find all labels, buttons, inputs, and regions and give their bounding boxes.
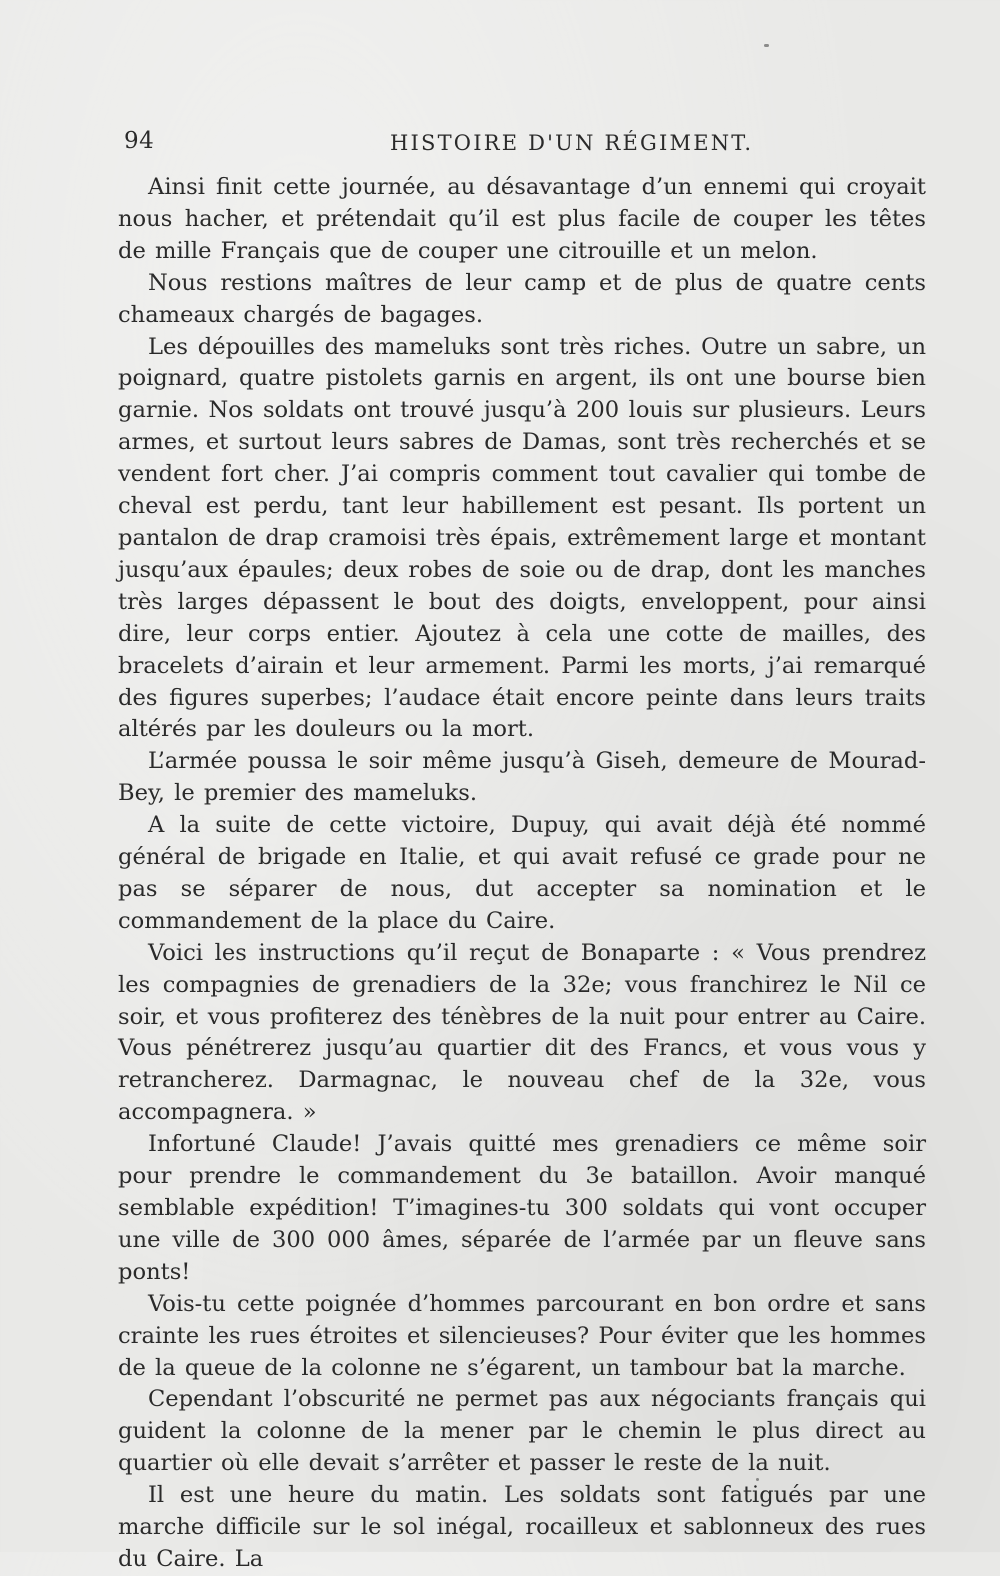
ink-speck <box>756 1478 759 1481</box>
paragraph: Nous restions maîtres de leur camp et de plus de quatre cents chameaux chargés de bagages. <box>118 269 926 328</box>
paragraph: Voici les instructions qu’il reçut de Bonaparte : « Vous prendrez les compagnies de grenadiers de la 32e; vous franchirez le Nil ce soir, et vous profiterez des ténèbres de la nuit pour entrer au Caire. Vous pénétrerez jusqu’au quartier dit des Francs, et vous vous y retrancherez. Darmagnac, le nouveau chef de la 32e, vous accompagnera. » <box>118 939 926 1126</box>
paragraph: Ainsi finit cette journée, au désavantage d’un ennemi qui croyait nous hacher, et prétendait qu’il est plus facile de couper les têtes de mille Français que de couper une citrouille et un melon. <box>118 174 926 264</box>
ink-speck <box>764 44 769 47</box>
page-header <box>118 128 928 168</box>
paragraph: Vois-tu cette poignée d’hommes parcourant en bon ordre et sans crainte les rues étroites et silencieuses? Pour éviter que les hommes de la queue de la colonne ne s’égarent, un tambour bat la marche. <box>118 1290 926 1381</box>
paragraph: Il est une heure du matin. Les soldats sont fatigués par une marche difficile sur le sol inégal, rocailleux et sablonneux des rues du Caire. La <box>118 1482 926 1572</box>
paragraph: Cependant l’obscurité ne permet pas aux négociants français qui guident la colonne de la mener par le chemin le plus direct au quartier où elle devait s’arrêter et passer le reste de la nuit. <box>118 1386 926 1477</box>
paragraph: Les dépouilles des mameluks sont très riches. Outre un sabre, un poignard, quatre pistolets garnis en argent, ils ont une bourse bien garnie. Nos soldats ont trouvé jusqu’à 200 louis sur plusieurs. Leurs armes, et surtout leurs sabres de Damas, sont très recherchés et se vendent fort cher. J’ai compris comment tout cavalier qui tombe de cheval est perdu, tant leur habillement est pesant. Ils portent un pantalon de drap cramoisi très épais, extrêmement large et montant jusqu’aux épaules; deux robes de soie ou de drap, dont les manches très larges dépassent le bout des doigts, enveloppent, pour ainsi dire, leur corps entier. Ajoutez à cela une cotte de mailles, des bracelets d’airain et leur armement. Parmi les morts, j’ai remarqué des figures superbes; l’audace était encore peinte dans leurs traits altérés par les douleurs ou la mort. <box>118 333 926 743</box>
body-text <box>118 172 926 1576</box>
paragraph: L’armée poussa le soir même jusqu’à Giseh, demeure de Mourad-Bey, le premier des mameluks. <box>118 748 926 807</box>
running-head: HISTOIRE D'UN RÉGIMENT. <box>390 131 754 155</box>
paragraph: A la suite de cette victoire, Dupuy, qui avait déjà été nommé général de brigade en Italie, et qui avait refusé ce grade pour ne pas se séparer de nous, dut accepter sa nomination et le commandement de la place du Caire. <box>118 812 926 934</box>
page-number: 94 <box>124 128 155 154</box>
paragraph: Infortuné Claude! J’avais quitté mes grenadiers ce même soir pour prendre le commandement du 3e bataillon. Avoir manqué semblable expédition! T’imagines-tu 300 soldats qui vont occuper une ville de 300 000 âmes, séparée de l’armée par un fleuve sans ponts! <box>118 1131 926 1285</box>
